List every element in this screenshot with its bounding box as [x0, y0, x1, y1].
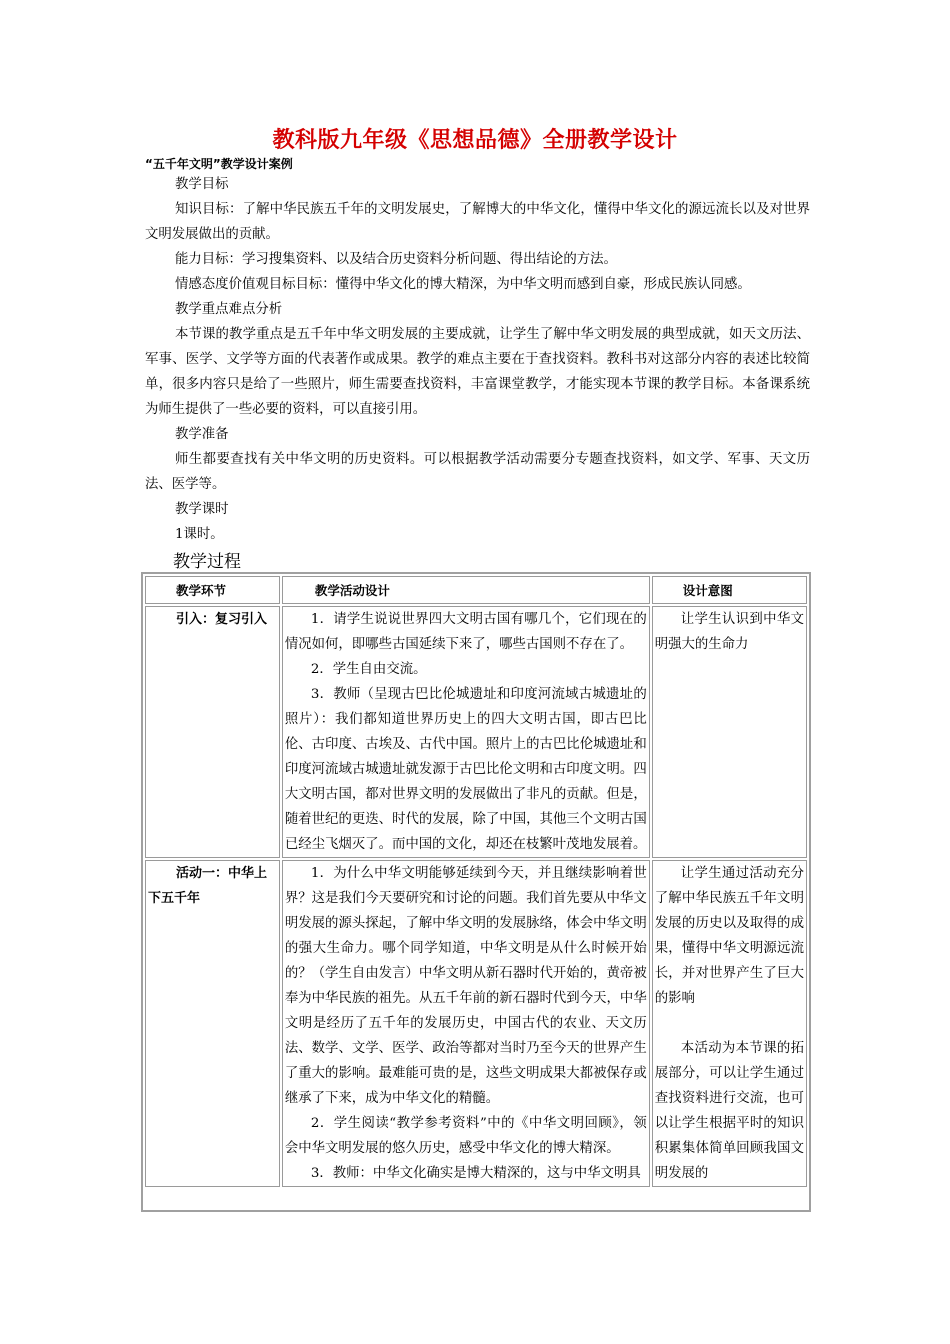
process-table: [141, 572, 811, 1212]
spacer: [655, 1011, 804, 1036]
intent-cell: [652, 606, 807, 858]
activity-step: 2．学生阅读“教学参考资料”中的《中华文明回顾》，领会中华文明发展的悠久历史，感受中华文化的博大精深。: [284, 1116, 647, 1156]
intent-cell: [652, 860, 807, 1187]
paragraph-key-points: 本节课的教学重点是五千年中华文明发展的主要成就，让学生了解中华文明发展的典型成就，如天文历法、军事、医学、文学等方面的代表著作或成果。教学的难点主要在于查找资料。教科书对这部分内容的表述比较简单，很多内容只是给了一些照片，师生需要查找资料，丰富课堂教学，才能实现本节课的教学目标。本备课系统为师生提供了一些必要的资料，可以直接引用。: [145, 327, 810, 417]
activity-step: 1．为什么中华文明能够延续到今天，并且继续影响着世界？这是我们今天要研究和讨论的问题。我们首先要从中华文明发展的源头探起，了解中华文明的发展脉络，体会中华文明的强大生命力。哪个同学知道，中华文明是从什么时候开始的？（学生自由发言）中华文明从新石器时代开始的，黄帝被奉为中华民族的祖先。从五千年前的新石器时代到今天，中华文明是经历了五千年的发展历史，中国古代的农业、天文历法、数学、文学、医学、政治等都对当时乃至今天的世界产生了重大的影响。最难能可贵的是，这些文明成果大都被保存或继承了下来，成为中华文化的精髓。: [284, 866, 647, 1106]
paragraph-knowledge-goal: 知识目标：了解中华民族五千年的文明发展史，了解博大的中华文化，懂得中华文化的源远流长以及对世界文明发展做出的贡献。: [145, 202, 810, 242]
table-row: [145, 860, 807, 1187]
table-row: [145, 606, 807, 858]
heading-class-hours: 教学课时: [175, 502, 229, 517]
document-title: 教科版九年级《思想品德》全册教学设计: [272, 128, 678, 153]
header-activity: 教学活动设计: [282, 576, 650, 604]
paragraph-emotion-goal: 情感态度价值观目标目标：懂得中华文化的博大精深，为中华文明而感到自豪，形成民族认同感。: [175, 277, 751, 292]
header-intent: 设计意图: [652, 576, 807, 604]
activity-cell: [282, 606, 650, 858]
intent-text: 让学生通过活动充分了解中华民族五千年文明发展的历史以及取得的成果，懂得中华文明源远流长，并对世界产生了巨大的影响: [654, 866, 804, 1006]
table-header-row: [145, 576, 807, 604]
paragraph-class-hours: 1课时。: [175, 527, 224, 542]
case-subtitle: “五千年文明”教学设计案例: [145, 157, 293, 171]
heading-key-points: 教学重点难点分析: [175, 302, 283, 317]
stage-cell: 引入：复习引入: [145, 606, 280, 858]
stage-cell: 活动一：中华上下五千年: [145, 860, 280, 1187]
heading-teaching-goals: 教学目标: [175, 177, 229, 192]
heading-preparation: 教学准备: [175, 427, 229, 442]
intent-text: 让学生认识到中华文明强大的生命力: [654, 612, 804, 652]
activity-step: 3．教师（呈现古巴比伦城遗址和印度河流域古城遗址的照片）：我们都知道世界历史上的四大文明古国，即古巴比伦、古印度、古埃及、古代中国。照片上的古巴比伦城遗址和印度河流域古城遗址就发源于古巴比伦文明和古印度文明。四大文明古国，都对世界文明的发展做出了非凡的贡献。但是，随着世纪的更迭、时代的发展，除了中国，其他三个文明古国已经尘飞烟灭了。而中国的文化，却还在枝繁叶茂地发展着。: [284, 687, 647, 852]
process-title: 教学过程: [173, 552, 241, 572]
header-stage: 教学环节: [145, 576, 280, 604]
activity-cell: [282, 860, 650, 1187]
activity-step: 2．学生自由交流。: [310, 662, 427, 677]
intent-text: 本活动为本节课的拓展部分，可以让学生通过查找资料进行交流，也可以让学生根据平时的知识积累集体简单回顾我国文明发展的: [654, 1041, 804, 1181]
body-text: [145, 172, 810, 547]
paragraph-ability-goal: 能力目标：学习搜集资料、以及结合历史资料分析问题、得出结论的方法。: [175, 252, 617, 267]
activity-step: 1．请学生说说世界四大文明古国有哪几个，它们现在的情况如何，即哪些古国延续下来了，哪些古国则不存在了。: [284, 612, 647, 652]
activity-step: 3．教师：中华文化确实是博大精深的，这与中华文明具: [310, 1166, 641, 1181]
paragraph-preparation: 师生都要查找有关中华文明的历史资料。可以根据教学活动需要分专题查找资料，如文学、军事、天文历法、医学等。: [145, 452, 810, 492]
